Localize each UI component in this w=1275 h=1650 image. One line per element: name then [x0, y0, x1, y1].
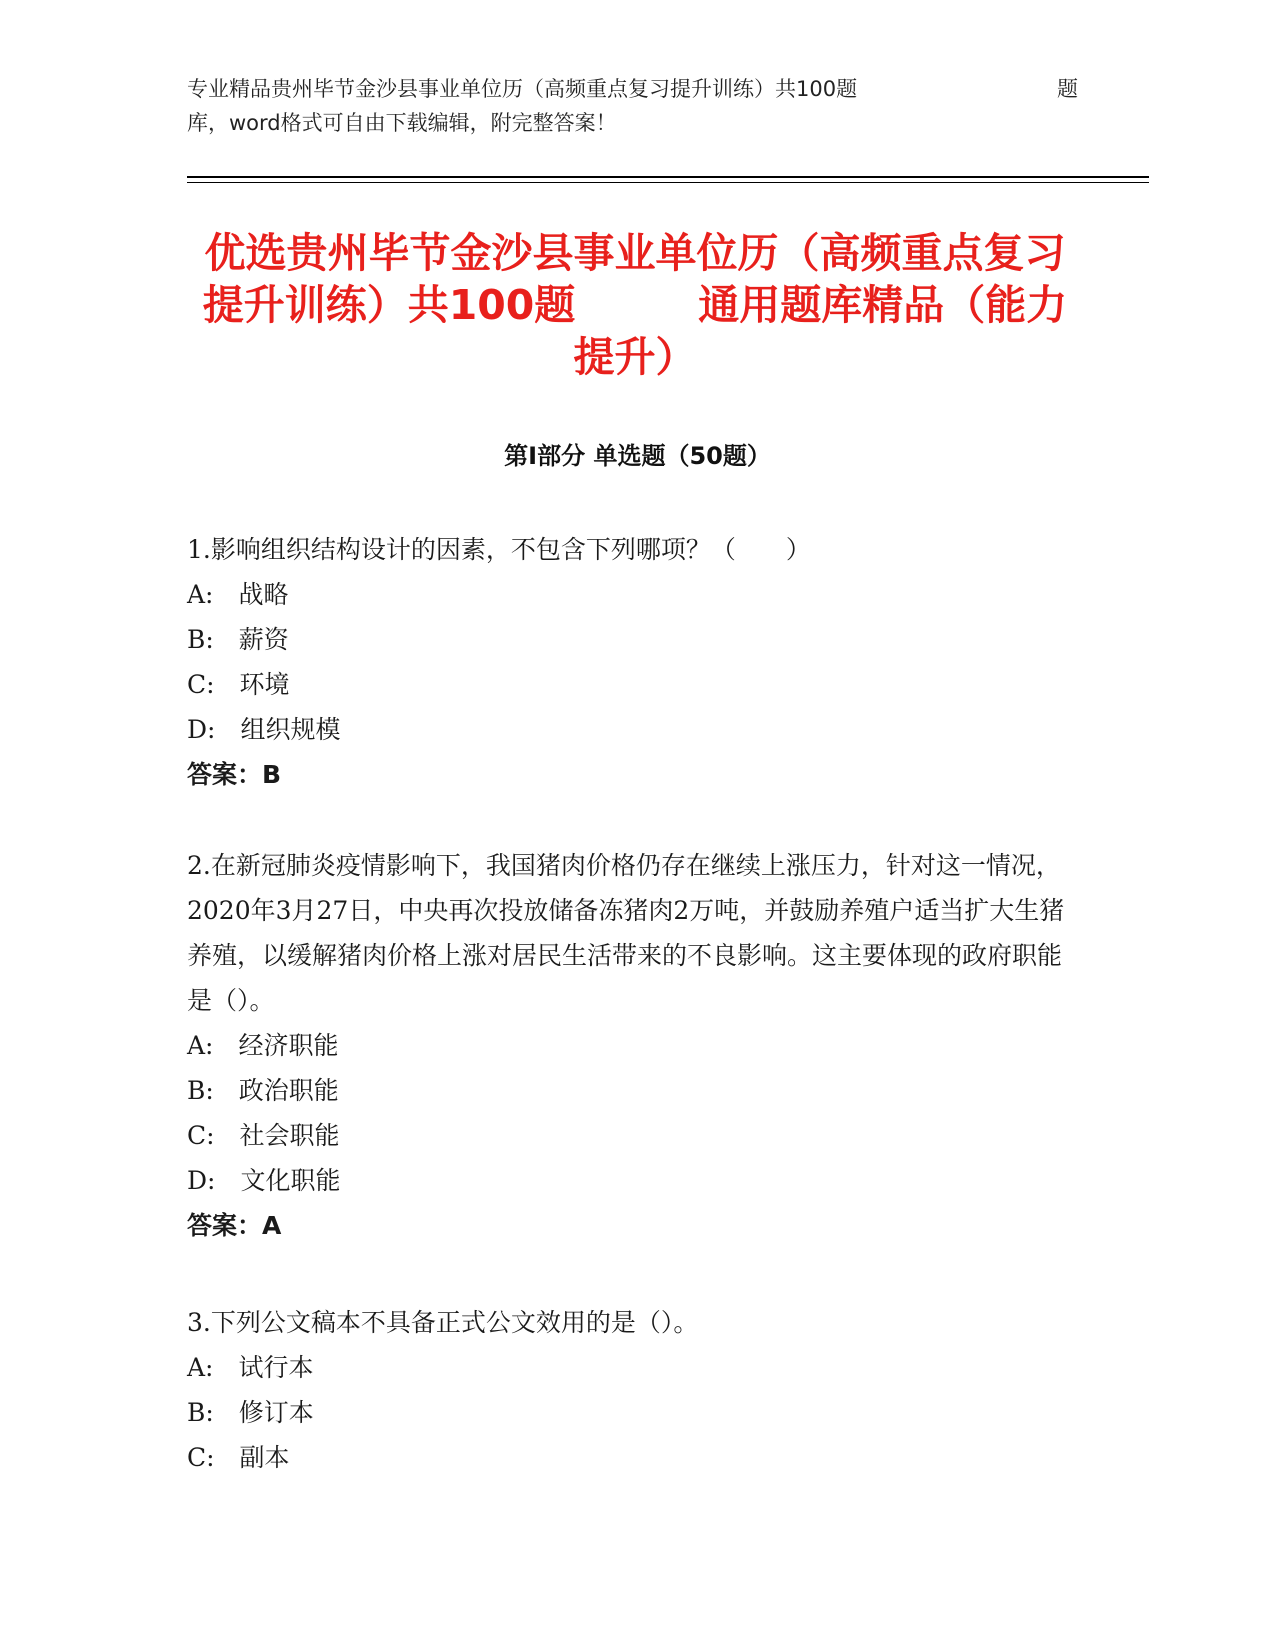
document-title: 优选贵州毕节金沙县事业单位历（高频重点复习提升训练）共100题 通用题库精品（能力提升） [202, 229, 1068, 381]
option-d: D: 组织规模 [187, 715, 341, 744]
question-1 [187, 527, 1077, 797]
option-d: D: 文化职能 [187, 1166, 341, 1195]
question-stem: 3.下列公文稿本不具备正式公文效用的是（）。 [187, 1308, 699, 1337]
header-divider-thin [187, 182, 1149, 183]
header-trailing-text: 题 [1057, 77, 1078, 101]
option-a: A: 经济职能 [187, 1031, 339, 1060]
header-text: 专业精品贵州毕节金沙县事业单位历（高频重点复习提升训练）共100题 [187, 77, 858, 101]
question-stem: 2.在新冠肺炎疫情影响下，我国猪肉价格仍存在继续上涨压力，针对这一情况，2020年3月27日，中央再次投放储备冻猪肉2万吨，并鼓励养殖户适当扩大生猪养殖，以缓解猪肉价格上涨对居民生活带来的不良影响。这主要体现的政府职能是（）。 [187, 851, 1065, 1015]
question-3 [187, 1300, 1077, 1480]
answer: 答案：B [187, 760, 282, 789]
option-c: C: 环境 [187, 670, 290, 699]
option-b: B: 修订本 [187, 1398, 314, 1427]
question-2 [187, 843, 1077, 1248]
option-b: B: 政治职能 [187, 1076, 339, 1105]
header-line-2: 库，word格式可自由下载编辑，附完整答案！ [187, 111, 617, 135]
option-b: B: 薪资 [187, 625, 289, 654]
option-a: A: 试行本 [187, 1353, 314, 1382]
option-a: A: 战略 [187, 580, 289, 609]
option-c: C: 副本 [187, 1443, 290, 1472]
header-line-1 [187, 74, 1087, 104]
option-c: C: 社会职能 [187, 1121, 340, 1150]
answer: 答案：A [187, 1211, 282, 1240]
question-stem: 1.影响组织结构设计的因素，不包含下列哪项？（ ） [187, 535, 811, 564]
section-heading: 第Ⅰ部分 单选题（50题） [504, 442, 771, 470]
header-divider-thick [187, 176, 1149, 178]
